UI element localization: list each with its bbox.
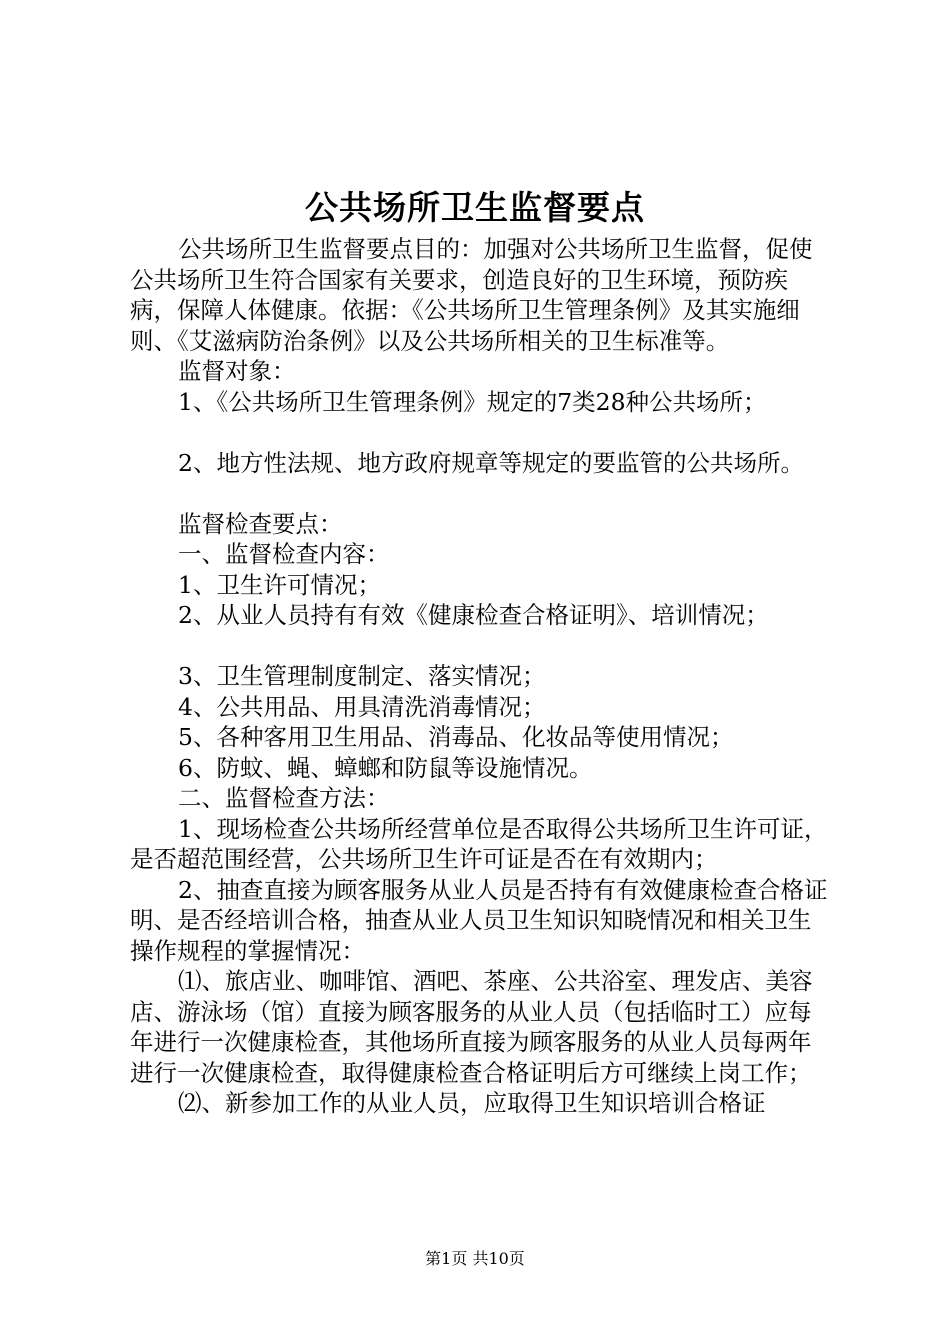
- paragraph-method-2-sub-2: ⑵、新参加工作的从业人员，应取得卫生知识培训合格证: [178, 1089, 766, 1117]
- paragraph-method-2: 2、抽查直接为顾客服务从业人员是否持有有效健康检查合格证明、是否经培训合格，抽查从业人员卫生知识知晓情况和相关卫生操作规程的掌握情况：: [130, 875, 828, 965]
- paragraph-content-heading: 一、监督检查内容：: [178, 540, 390, 568]
- paragraph-content-1: 1、卫生许可情况；: [178, 570, 381, 599]
- paragraph-content-4: 4、公共用品、用具清洗消毒情况；: [178, 692, 546, 721]
- paragraph-purpose: 公共场所卫生监督要点目的：加强对公共场所卫生监督，促使公共场所卫生符合国家有关要求，创造良好的卫生环境，预防疾病，保障人体健康。依据：《公共场所卫生管理条例》及其实施细则、《艾滋病防治条例》以及公共场所相关的卫生标准等。: [130, 235, 813, 355]
- paragraph-content-3: 3、卫生管理制度制定、落实情况；: [178, 662, 546, 690]
- paragraph-object-2: 2、地方性法规、地方政府规章等规定的要监管的公共场所。: [178, 448, 804, 477]
- paragraph-content-5: 5、各种客用卫生用品、消毒品、化妆品等使用情况；: [178, 723, 734, 751]
- paragraph-content-6: 6、防蚊、蝇、蟑螂和防鼠等设施情况。: [178, 753, 593, 782]
- paragraph-points-heading: 监督检查要点：: [178, 509, 343, 538]
- document-title: 公共场所卫生监督要点: [305, 188, 645, 227]
- paragraph-content-2: 2、从业人员持有有效《健康检查合格证明》、培训情况；: [178, 601, 769, 629]
- paragraph-object-1: 1、《公共场所卫生管理条例》规定的7类28种公共场所；: [178, 387, 767, 416]
- paragraph-objects-heading: 监督对象：: [178, 357, 296, 385]
- document-body: [130, 234, 830, 1119]
- paragraph-method-2-sub-1: ⑴、旅店业、咖啡馆、酒吧、茶座、公共浴室、理发店、美容店、游泳场（馆）直接为顾客服务的从业人员（包括临时工）应每年进行一次健康检查，其他场所直接为顾客服务的从业人员每两年进行一次健康检查，取得健康检查合格证明后方可继续上岗工作；: [130, 967, 813, 1087]
- page-indicator: 第1页 共10页: [425, 1249, 525, 1268]
- paragraph-method-heading: 二、监督检查方法：: [178, 784, 390, 812]
- paragraph-method-1: 1、现场检查公共场所经营单位是否取得公共场所卫生许可证，是否超范围经营，公共场所卫生许可证是否在有效期内；: [130, 814, 828, 873]
